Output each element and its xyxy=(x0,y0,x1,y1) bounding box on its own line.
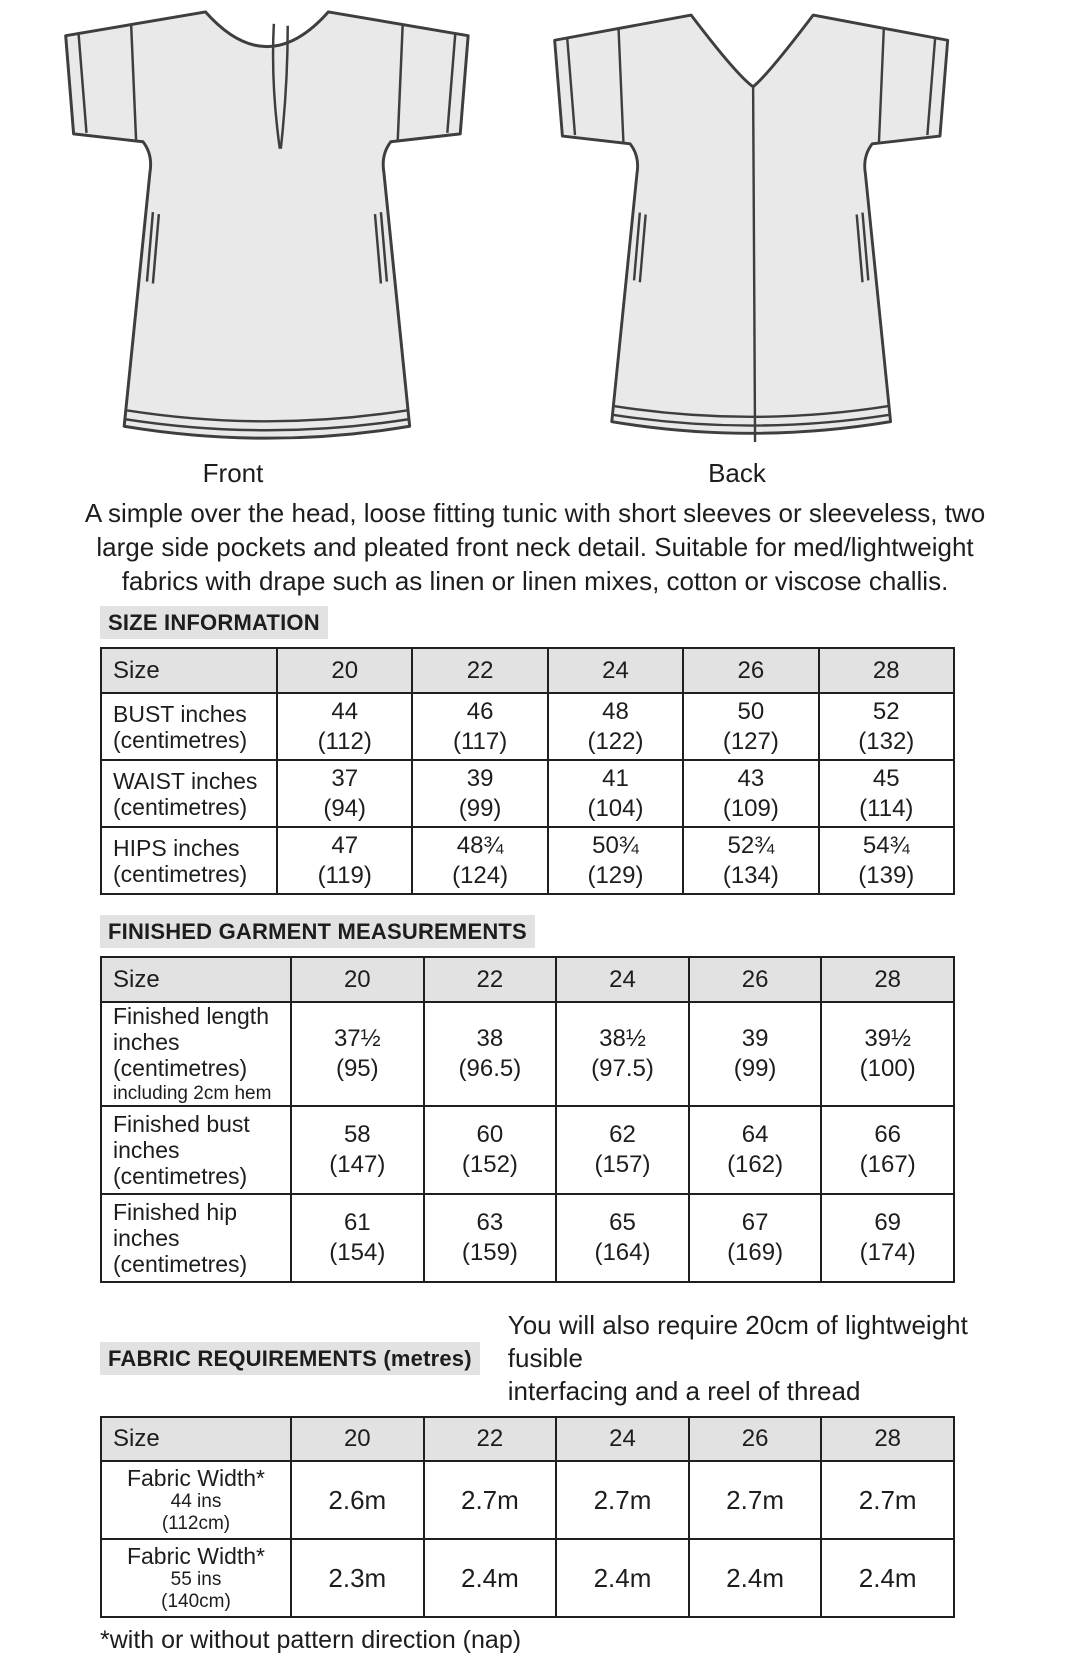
hem-note: including 2cm hem xyxy=(113,1083,272,1104)
size-table-header-row xyxy=(101,648,954,693)
size-22-header: 22 xyxy=(424,1417,557,1461)
bust-size26: 50 (127) xyxy=(683,693,818,760)
waist-label: WAIST inches (centimetres) xyxy=(101,760,277,827)
tunic-back-illustration xyxy=(514,2,969,458)
description-line: fabrics with drape such as linen or linen mixes, cotton or viscose challis. xyxy=(121,566,949,596)
hips-size20: 47 (119) xyxy=(277,827,412,894)
fw44-size24: 2.7m xyxy=(556,1461,689,1539)
waist-size28: 45 (114) xyxy=(819,760,954,827)
bust-label: BUST inches (centimetres) xyxy=(101,693,277,760)
fbust-size22: 60 (152) xyxy=(424,1106,557,1194)
size-26-header: 26 xyxy=(689,957,822,1002)
back-caption: Back xyxy=(708,458,766,488)
length-size22: 38 (96.5) xyxy=(424,1002,557,1106)
hips-label: HIPS inches (centimetres) xyxy=(101,827,277,894)
fw55-size26: 2.4m xyxy=(689,1539,822,1617)
fbust-size20: 58 (147) xyxy=(291,1106,424,1194)
size-24-header: 24 xyxy=(556,957,689,1002)
bust-size24: 48 (122) xyxy=(548,693,683,760)
bust-row xyxy=(101,693,954,760)
size-24-header: 24 xyxy=(548,648,683,693)
description-line: A simple over the head, loose fitting tunic with short sleeves or sleeveless, two xyxy=(84,498,986,528)
fw55-size24: 2.4m xyxy=(556,1539,689,1617)
size-22-header: 22 xyxy=(424,957,557,1002)
fw44-size20: 2.6m xyxy=(291,1461,424,1539)
finished-bust-row xyxy=(101,1106,954,1194)
fw55-size22: 2.4m xyxy=(424,1539,557,1617)
fabric-requirements-heading: FABRIC REQUIREMENTS (metres) xyxy=(100,1342,480,1375)
fabric-width-44-row xyxy=(101,1461,954,1539)
size-20-header: 20 xyxy=(277,648,412,693)
size-information-heading: SIZE INFORMATION xyxy=(100,606,328,639)
tunic-front-illustration xyxy=(22,2,492,458)
bust-size28: 52 (132) xyxy=(819,693,954,760)
size-28-header: 28 xyxy=(821,957,954,1002)
fbust-size24: 62 (157) xyxy=(556,1106,689,1194)
waist-row xyxy=(101,760,954,827)
finished-bust-label: Finished bust inches (centimetres) xyxy=(101,1106,291,1194)
fhip-size26: 67 (169) xyxy=(689,1194,822,1282)
hips-size22: 48¾ (124) xyxy=(412,827,547,894)
size-column-header: Size xyxy=(101,648,277,693)
description-line: large side pockets and pleated front neck detail. Suitable for med/lightweight xyxy=(96,532,974,562)
finished-garment-table xyxy=(100,956,955,1283)
hips-size28: 54¾ (139) xyxy=(819,827,954,894)
waist-size22: 39 (99) xyxy=(412,760,547,827)
finished-length-row xyxy=(101,1002,954,1106)
fw55-size28: 2.4m xyxy=(821,1539,954,1617)
size-22-header: 22 xyxy=(412,648,547,693)
size-column-header: Size xyxy=(101,1417,291,1461)
fabric-table-header-row xyxy=(101,1417,954,1461)
fhip-size24: 65 (164) xyxy=(556,1194,689,1282)
finished-hip-row xyxy=(101,1194,954,1282)
fw44-size28: 2.7m xyxy=(821,1461,954,1539)
finished-length-label: Finished length inches (centimetres) including 2cm hem xyxy=(101,1002,291,1106)
fw55-size20: 2.3m xyxy=(291,1539,424,1617)
waist-size26: 43 (109) xyxy=(683,760,818,827)
fhip-size28: 69 (174) xyxy=(821,1194,954,1282)
size-20-header: 20 xyxy=(291,957,424,1002)
bust-size20: 44 (112) xyxy=(277,693,412,760)
pattern-description xyxy=(0,496,1070,598)
fbust-size28: 66 (167) xyxy=(821,1106,954,1194)
hips-size26: 52¾ (134) xyxy=(683,827,818,894)
nap-footnote: *with or without pattern direction (nap) xyxy=(100,1626,522,1654)
size-information-table xyxy=(100,647,955,895)
length-size20: 37½ (95) xyxy=(291,1002,424,1106)
size-24-header: 24 xyxy=(556,1417,689,1461)
fabric-width-44-label: Fabric Width* 44 ins (112cm) xyxy=(101,1461,291,1539)
waist-size24: 41 (104) xyxy=(548,760,683,827)
garment-illustrations xyxy=(0,0,1070,458)
waist-size20: 37 (94) xyxy=(277,760,412,827)
length-size24: 38½ (97.5) xyxy=(556,1002,689,1106)
length-size28: 39½ (100) xyxy=(821,1002,954,1106)
fhip-size20: 61 (154) xyxy=(291,1194,424,1282)
length-size26: 39 (99) xyxy=(689,1002,822,1106)
fhip-size22: 63 (159) xyxy=(424,1194,557,1282)
fabric-note: You will also require 20cm of lightweight fusible interfacing and a reel of thread xyxy=(507,1310,968,1406)
illustration-captions xyxy=(0,458,1070,492)
fw44-size22: 2.7m xyxy=(424,1461,557,1539)
size-26-header: 26 xyxy=(683,648,818,693)
finished-hip-label: Finished hip inches (centimetres) xyxy=(101,1194,291,1282)
finished-garment-heading: FINISHED GARMENT MEASUREMENTS xyxy=(100,915,535,948)
bust-size22: 46 (117) xyxy=(412,693,547,760)
fabric-width-55-label: Fabric Width* 55 ins (140cm) xyxy=(101,1539,291,1617)
hips-size24: 50¾ (129) xyxy=(548,827,683,894)
size-20-header: 20 xyxy=(291,1417,424,1461)
hips-row xyxy=(101,827,954,894)
fabric-width-55-row xyxy=(101,1539,954,1617)
size-26-header: 26 xyxy=(689,1417,822,1461)
finished-table-header-row xyxy=(101,957,954,1002)
size-28-header: 28 xyxy=(821,1417,954,1461)
front-caption: Front xyxy=(202,458,264,488)
fbust-size26: 64 (162) xyxy=(689,1106,822,1194)
fabric-requirements-table xyxy=(100,1416,955,1618)
size-28-header: 28 xyxy=(819,648,954,693)
size-column-header: Size xyxy=(101,957,291,1002)
fw44-size26: 2.7m xyxy=(689,1461,822,1539)
